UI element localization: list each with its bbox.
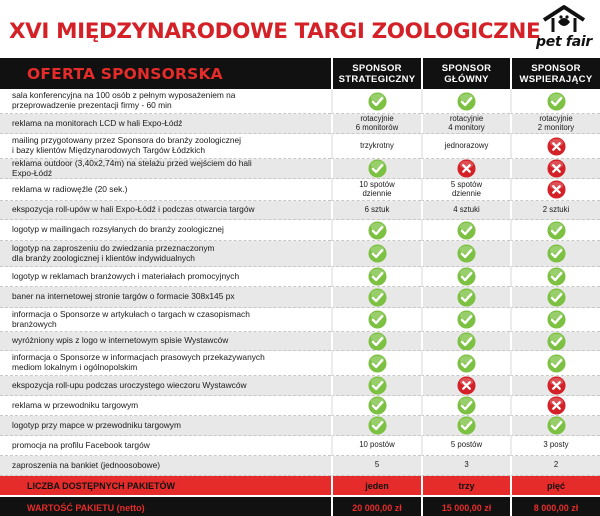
- column-header-supporting: [510, 58, 600, 89]
- row-label-line: ekspozycja roll-upów w hali Expo-Łódź i podczas otwarcia targów: [12, 204, 255, 215]
- row-label-line: promocja na profilu Facebook targów: [12, 439, 150, 450]
- cross-icon: [547, 137, 566, 156]
- check-icon: [368, 396, 387, 415]
- row-value-text: jednorazowy: [444, 140, 489, 150]
- check-icon: [368, 267, 387, 286]
- row-value-cell: [331, 308, 421, 332]
- price-value: 20 000,00 zł: [331, 497, 421, 516]
- row-value-text: rotacyjnie: [360, 114, 394, 123]
- row-value-cell: [510, 89, 600, 114]
- row-label-line: logotyp przy mapce w przewodniku targowym: [12, 419, 181, 430]
- check-icon: [368, 416, 387, 435]
- row-value-cell: [421, 134, 510, 159]
- row-label: [0, 351, 331, 376]
- row-value-cell: [331, 89, 421, 114]
- row-value-text: 5 spotów: [450, 179, 483, 189]
- row-value-cell: [421, 456, 510, 476]
- row-value-cell: [510, 267, 600, 287]
- cross-icon: [547, 180, 566, 199]
- check-icon: [368, 310, 387, 329]
- row-value-text: 4 sztuki: [453, 204, 480, 214]
- check-icon: [457, 354, 476, 373]
- row-value-text: 6 sztuk: [364, 204, 390, 214]
- row-label-line: i bazy klientów Międzynarodowych Targów Łódzkich: [12, 145, 206, 155]
- row-value-cell: [331, 332, 421, 351]
- row-label: [0, 267, 331, 287]
- check-icon: [547, 416, 566, 435]
- row-value-cell: [421, 241, 510, 267]
- row-value-cell: [421, 159, 510, 179]
- check-icon: [547, 267, 566, 286]
- sponsorship-table: [0, 58, 600, 516]
- row-value-cell: [421, 351, 510, 376]
- row-value-text: 2 monitory: [537, 122, 575, 132]
- column-header-line1: SPONSOR: [531, 62, 581, 74]
- column-header-line1: SPONSOR: [352, 62, 402, 74]
- column-header-strategic: [331, 58, 421, 89]
- row-value-cell: [331, 179, 421, 201]
- cross-icon: [457, 376, 476, 395]
- row-value-text: rotacyjnie: [539, 114, 573, 123]
- row-value-cell: [421, 220, 510, 241]
- row-value-cell: [421, 179, 510, 201]
- row-value-cell: [421, 376, 510, 396]
- row-label-line: logotyp w reklamach branżowych i materiałach promocyjnych: [12, 270, 240, 281]
- row-label-line: logotyp w mailingach rozsyłanych do branży zoologicznej: [12, 224, 224, 235]
- row-label: [0, 159, 331, 179]
- row-label-line: reklama w radiowęźle (20 sek.): [12, 183, 128, 194]
- column-header-line2: GŁÓWNY: [444, 73, 489, 85]
- check-icon: [457, 396, 476, 415]
- check-icon: [457, 332, 476, 351]
- row-value-cell: [331, 287, 421, 308]
- row-label-line: baner na internetowej stronie targów o formacie 308x145 px: [12, 291, 235, 302]
- row-label: [0, 114, 331, 134]
- row-value-cell: [331, 159, 421, 179]
- row-value-cell: [331, 396, 421, 416]
- row-value-cell: [510, 220, 600, 241]
- row-value-cell: [510, 456, 600, 476]
- row-label-line: zaproszenia na bankiet (jednoosobowe): [12, 459, 161, 470]
- row-label: [0, 416, 331, 436]
- row-value-cell: [510, 416, 600, 436]
- check-icon: [368, 354, 387, 373]
- row-value-cell: [331, 436, 421, 456]
- row-label-line: wyróżniony wpis z logo w internetowym spisie Wystawców: [12, 335, 229, 346]
- cross-icon: [547, 159, 566, 178]
- row-value-cell: [421, 89, 510, 114]
- row-value-text: trzykrotny: [360, 140, 394, 150]
- row-value-cell: [421, 416, 510, 436]
- packages-value: pięć: [510, 476, 600, 495]
- row-value-text: 2 sztuki: [542, 204, 570, 214]
- row-value-text: 10 postów: [359, 440, 395, 450]
- row-value-text: 4 monitory: [448, 122, 485, 132]
- pet-fair-logo: [532, 4, 596, 54]
- page-header: [0, 0, 600, 62]
- check-icon: [368, 244, 387, 263]
- row-label: [0, 179, 331, 201]
- price-value: 15 000,00 zł: [421, 497, 510, 516]
- row-value-text: 3: [464, 460, 469, 470]
- row-value-cell: [510, 351, 600, 376]
- check-icon: [547, 244, 566, 263]
- row-label-line: mediom lokalnym i ogólnopolskim: [12, 362, 138, 372]
- row-value-cell: [510, 332, 600, 351]
- check-icon: [457, 288, 476, 307]
- packages-value: trzy: [421, 476, 510, 495]
- check-icon: [457, 267, 476, 286]
- cross-icon: [547, 396, 566, 415]
- row-label: [0, 396, 331, 416]
- price-value: 8 000,00 zł: [510, 497, 600, 516]
- row-value-text: 5 postów: [450, 440, 483, 450]
- column-header-line2: WSPIERAJĄCY: [519, 73, 593, 85]
- row-label-line: reklama w przewodniku targowym: [12, 399, 139, 410]
- row-label-line: sala konferencyjna na 100 osób z pełnym wyposażeniem na: [12, 90, 236, 101]
- row-label: [0, 436, 331, 456]
- row-value-cell: [510, 308, 600, 332]
- row-value-text: dziennie: [362, 188, 392, 198]
- row-label-line: informacja o Sponsorze w informacjach prasowych przekazywanych: [12, 352, 265, 363]
- page-title: XVI MIĘDZYNARODOWE TARGI ZOOLOGICZNE: [9, 19, 541, 44]
- row-label-line: informacja o Sponsorze w artykułach o targach w czasopismach: [12, 308, 250, 319]
- row-label: [0, 287, 331, 308]
- row-value-cell: [421, 267, 510, 287]
- row-value-text: dziennie: [451, 188, 482, 198]
- row-label: [0, 456, 331, 476]
- column-header-line2: STRATEGICZNY: [338, 73, 416, 85]
- row-value-cell: [510, 376, 600, 396]
- row-value-cell: [331, 241, 421, 267]
- row-label-line: reklama outdoor (3,40x2,74m) na stelażu przed wejściem do hali: [12, 159, 252, 168]
- row-value-cell: [510, 287, 600, 308]
- check-icon: [547, 310, 566, 329]
- row-value-cell: [331, 351, 421, 376]
- check-icon: [368, 376, 387, 395]
- row-label-line: przeprowadzenie prezentacji firmy - 60 min: [12, 100, 172, 110]
- check-icon: [457, 310, 476, 329]
- row-label-line: mailing przygotowany przez Sponsora do branży zoologicznej: [12, 135, 242, 146]
- packages-value: jeden: [331, 476, 421, 495]
- row-value-cell: [510, 241, 600, 267]
- row-value-cell: [510, 201, 600, 220]
- row-value-text: 2: [553, 460, 559, 470]
- check-icon: [368, 159, 387, 178]
- row-label: [0, 220, 331, 241]
- price-label: WARTOŚĆ PAKIETU (netto): [0, 497, 331, 516]
- row-value-cell: [421, 396, 510, 416]
- row-value-cell: [510, 159, 600, 179]
- check-icon: [547, 332, 566, 351]
- check-icon: [547, 92, 566, 111]
- row-value-cell: [421, 308, 510, 332]
- row-label-line: ekspozycja roll-upu podczas uroczystego wieczoru Wystawców: [12, 379, 247, 390]
- row-label: [0, 332, 331, 351]
- row-label: [0, 376, 331, 396]
- row-value-cell: [510, 134, 600, 159]
- row-label-line: logotyp na zaproszeniu do zwiedzania przeznaczonym: [12, 242, 215, 253]
- check-icon: [547, 221, 566, 240]
- row-label: [0, 89, 331, 114]
- check-icon: [457, 92, 476, 111]
- row-value-cell: [421, 114, 510, 134]
- column-header-line1: SPONSOR: [441, 62, 492, 74]
- row-value-cell: [510, 396, 600, 416]
- row-value-text: 3 posty: [543, 440, 569, 450]
- column-header-main: [421, 58, 510, 89]
- check-icon: [457, 244, 476, 263]
- row-label-line: dla branży zoologicznej i klientów indywidualnych: [12, 252, 195, 263]
- row-value-cell: [510, 436, 600, 456]
- row-label-line: Expo-Łódź: [12, 167, 53, 178]
- check-icon: [457, 416, 476, 435]
- row-value-cell: [421, 201, 510, 220]
- check-icon: [457, 221, 476, 240]
- row-value-text: rotacyjnie: [449, 114, 484, 123]
- row-label-line: reklama na monitorach LCD w hali Expo-Łódź: [12, 117, 183, 128]
- cross-icon: [457, 159, 476, 178]
- row-value-text: 5: [374, 460, 380, 470]
- check-icon: [547, 354, 566, 373]
- row-value-cell: [510, 179, 600, 201]
- row-label: [0, 241, 331, 267]
- check-icon: [547, 288, 566, 307]
- row-value-cell: [331, 201, 421, 220]
- row-label: [0, 134, 331, 159]
- row-value-text: 6 monitorów: [355, 122, 399, 132]
- row-value-cell: [421, 287, 510, 308]
- row-value-cell: [331, 376, 421, 396]
- row-value-cell: [331, 456, 421, 476]
- row-label-line: branżowych: [12, 318, 57, 329]
- packages-label: LICZBA DOSTĘPNYCH PAKIETÓW: [0, 476, 331, 495]
- check-icon: [368, 332, 387, 351]
- row-value-cell: [421, 436, 510, 456]
- row-value-text: 10 spotów: [359, 179, 395, 189]
- row-value-cell: [331, 134, 421, 159]
- row-label: [0, 308, 331, 332]
- check-icon: [368, 92, 387, 111]
- check-icon: [368, 221, 387, 240]
- house-roof-icon: [542, 4, 586, 34]
- logo-text: pet fair: [536, 34, 592, 50]
- row-label: [0, 201, 331, 220]
- row-value-cell: [331, 267, 421, 287]
- row-value-cell: [331, 220, 421, 241]
- table-heading: OFERTA SPONSORSKA: [0, 58, 331, 89]
- row-value-cell: [331, 416, 421, 436]
- row-value-cell: [510, 114, 600, 134]
- check-icon: [368, 288, 387, 307]
- row-value-cell: [421, 332, 510, 351]
- cross-icon: [547, 376, 566, 395]
- row-value-cell: [331, 114, 421, 134]
